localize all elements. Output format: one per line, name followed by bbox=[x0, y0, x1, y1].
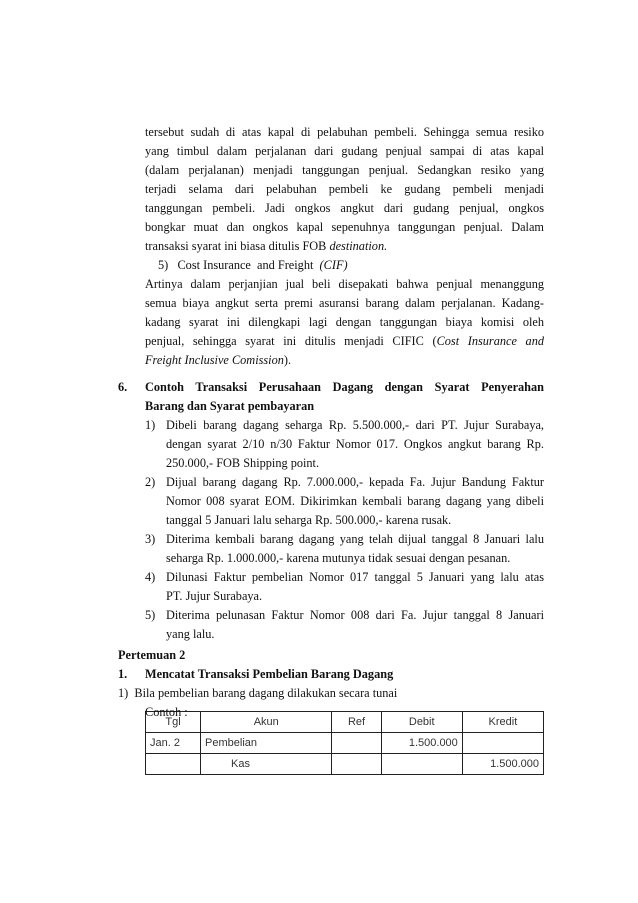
table-cell: Pembelian bbox=[201, 733, 332, 754]
section-title: Contoh Transaksi Perusahaan Dagang dengan Syarat Penyerahan bbox=[145, 380, 544, 394]
list-number: 3) bbox=[145, 532, 156, 546]
list-item-line: seharga Rp. 1.000.000,- karena mutunya tidak sesuai dengan pesanan. bbox=[166, 551, 511, 565]
list-number: 4) bbox=[145, 570, 156, 584]
paragraph-line: (dalam perjalanan) menjadi tanggungan penjual. Sedangkan resiko yang bbox=[145, 163, 544, 177]
paragraph-line: yang timbul dalam perjalanan dari gudang penjual sampai di atas kapal bbox=[145, 144, 544, 158]
list-item-line: dengan syarat 2/10 n/30 Faktur Nomor 017. Ongkos angkut barang Rp. bbox=[166, 437, 544, 451]
list-item-line: yang lalu. bbox=[166, 627, 215, 641]
list-number: 2) bbox=[145, 475, 156, 489]
cific-text: penjual, sehingga syarat ini ditulis menjadi CIFIC ( bbox=[145, 334, 437, 348]
column-header: Kredit bbox=[462, 712, 543, 733]
paragraph-line: bongkar muat dan ongkos kapal sepenuhnya tanggungan penjual. Dalam bbox=[145, 220, 544, 234]
cif-heading-text: 5) Cost Insurance and Freight bbox=[158, 258, 320, 272]
paragraph-line: kadang syarat ini dilengkapi lagi dengan tanggungan biaya komisi oleh bbox=[145, 315, 544, 329]
list-item-line: Dibeli barang dagang seharga Rp. 5.500.000,- dari PT. Jujur Surabaya, bbox=[166, 418, 544, 432]
paragraph-line: Artinya dalam perjanjian jual beli disepakati bahwa penjual menanggung bbox=[145, 277, 544, 291]
list-item-line: 250.000,- FOB Shipping point. bbox=[166, 456, 320, 470]
column-header: Tgl bbox=[146, 712, 201, 733]
list-number: 5) bbox=[145, 608, 156, 622]
fob-text: transaksi syarat ini biasa ditulis FOB bbox=[145, 239, 330, 253]
meeting-title: Pertemuan 2 bbox=[118, 648, 186, 662]
list-item-line: Dilunasi Faktur pembelian Nomor 017 tanggal 5 Januari yang lalu atas bbox=[166, 570, 544, 584]
column-header: Akun bbox=[201, 712, 332, 733]
list-item-line: tanggal 5 Januari lalu seharga Rp. 500.000,- karena rusak. bbox=[166, 513, 452, 527]
cific-last-italic: Freight Inclusive Comission bbox=[145, 353, 284, 367]
list-item-line: Diterima pelunasan Faktur Nomor 008 dari Fa. Jujur tanggal 8 Januari bbox=[166, 608, 544, 622]
paragraph-line: semua biaya angkut serta premi asuransi barang dalam perjalanan. Kadang- bbox=[145, 296, 544, 310]
table-cell: 1.500.000 bbox=[381, 733, 462, 754]
column-header: Debit bbox=[381, 712, 462, 733]
paragraph-line: tanggungan pembeli. Jadi ongkos angkut dari gudang penjual, ongkos bbox=[145, 201, 544, 215]
section-number: 6. bbox=[118, 380, 128, 394]
column-header: Ref bbox=[332, 712, 381, 733]
table-cell: Kas bbox=[201, 754, 332, 775]
list-item-line: PT. Jujur Surabaya. bbox=[166, 589, 263, 603]
cif-heading-italic: (CIF) bbox=[319, 258, 348, 272]
cific-last-suffix: ). bbox=[283, 353, 292, 367]
paragraph-line: tersebut sudah di atas kapal di pelabuhan pembeli. Sehingga semua resiko bbox=[145, 125, 544, 139]
contoh-label: Contoh : bbox=[145, 705, 188, 719]
cific-italic: Cost Insurance and bbox=[436, 334, 544, 348]
section-title: Barang dan Syarat pembayaran bbox=[145, 399, 315, 413]
list-item-line: Diterima kembali barang dagang yang telah dijual tanggal 8 Januari lalu bbox=[166, 532, 544, 546]
list-item-line: 1) Bila pembelian barang dagang dilakukan secara tunai bbox=[118, 686, 398, 700]
subsection-title: Mencatat Transaksi Pembelian Barang Dagang bbox=[145, 667, 394, 681]
list-number: 1) bbox=[145, 418, 156, 432]
list-item-line: Dijual barang dagang Rp. 7.000.000,- kepada Fa. Jujur Bandung Faktur bbox=[166, 475, 544, 489]
table-cell: 1.500.000 bbox=[462, 754, 543, 775]
subsection-number: 1. bbox=[118, 667, 128, 681]
table-cell: Jan. 2 bbox=[146, 733, 201, 754]
paragraph-line: terjadi selama dari pelabuhan pembeli ke gudang pembeli menjadi bbox=[145, 182, 544, 196]
list-item-line: Nomor 008 syarat EOM. Dikirimkan kembali barang dagang yang dibeli bbox=[166, 494, 544, 508]
fob-italic-text: destination. bbox=[329, 239, 388, 253]
